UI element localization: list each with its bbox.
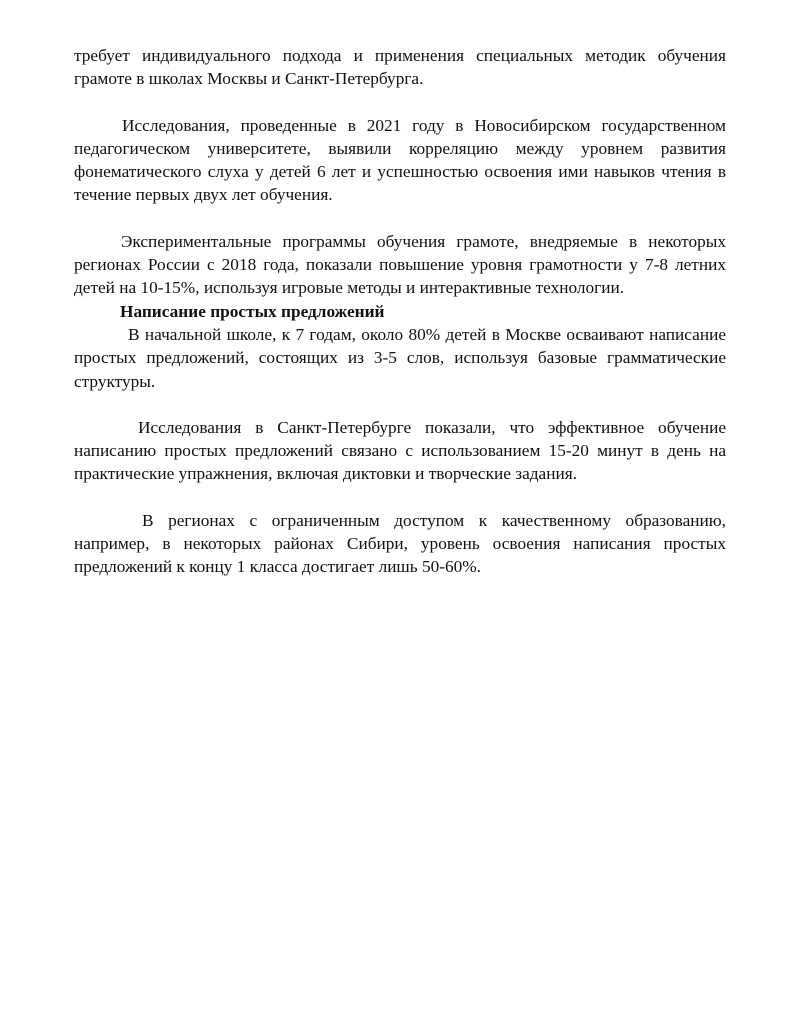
- paragraph-experimental-programs: Экспериментальные программы обучения грамоте, внедряемые в некоторых регионах России с 2018 года, показали повышение уровня грамотности у 7-8 летних детей на 10-15%, используя игровые методы и интерактивные технологии.: [74, 231, 726, 298]
- paragraph-novosibirsk-study: Исследования, проведенные в 2021 году в Новосибирском государственном педагогическом университете, выявили корреляцию между уровнем развития фонематического слуха у детей 6 лет и успешностью освоения ими навыков чтения в течение первых двух лет обучения.: [74, 115, 726, 205]
- paragraph-moscow-primary: В начальной школе, к 7 годам, около 80% детей в Москве осваивают написание простых предложений, состоящих из 3-5 слов, используя базовые грамматические структуры.: [74, 324, 726, 391]
- paragraph-siberia-regions: В регионах с ограниченным доступом к качественному образованию, например, в некоторых районах Сибири, уровень освоения написания простых предложений к концу 1 класса достигает лишь 50-60%.: [74, 510, 726, 577]
- document-body: [74, 44, 726, 579]
- section-heading: Написание простых предложений: [120, 301, 385, 321]
- paragraph-continuation: требует индивидуального подхода и применения специальных методик обучения грамоте в школах Москвы и Санкт-Петербурга.: [74, 46, 726, 89]
- paragraph-saint-petersburg-study: Исследования в Санкт-Петербурге показали, что эффективное обучение написанию простых предложений связано с использованием 15-20 минут в день на практические упражнения, включая диктовки и творческие задания.: [74, 417, 726, 484]
